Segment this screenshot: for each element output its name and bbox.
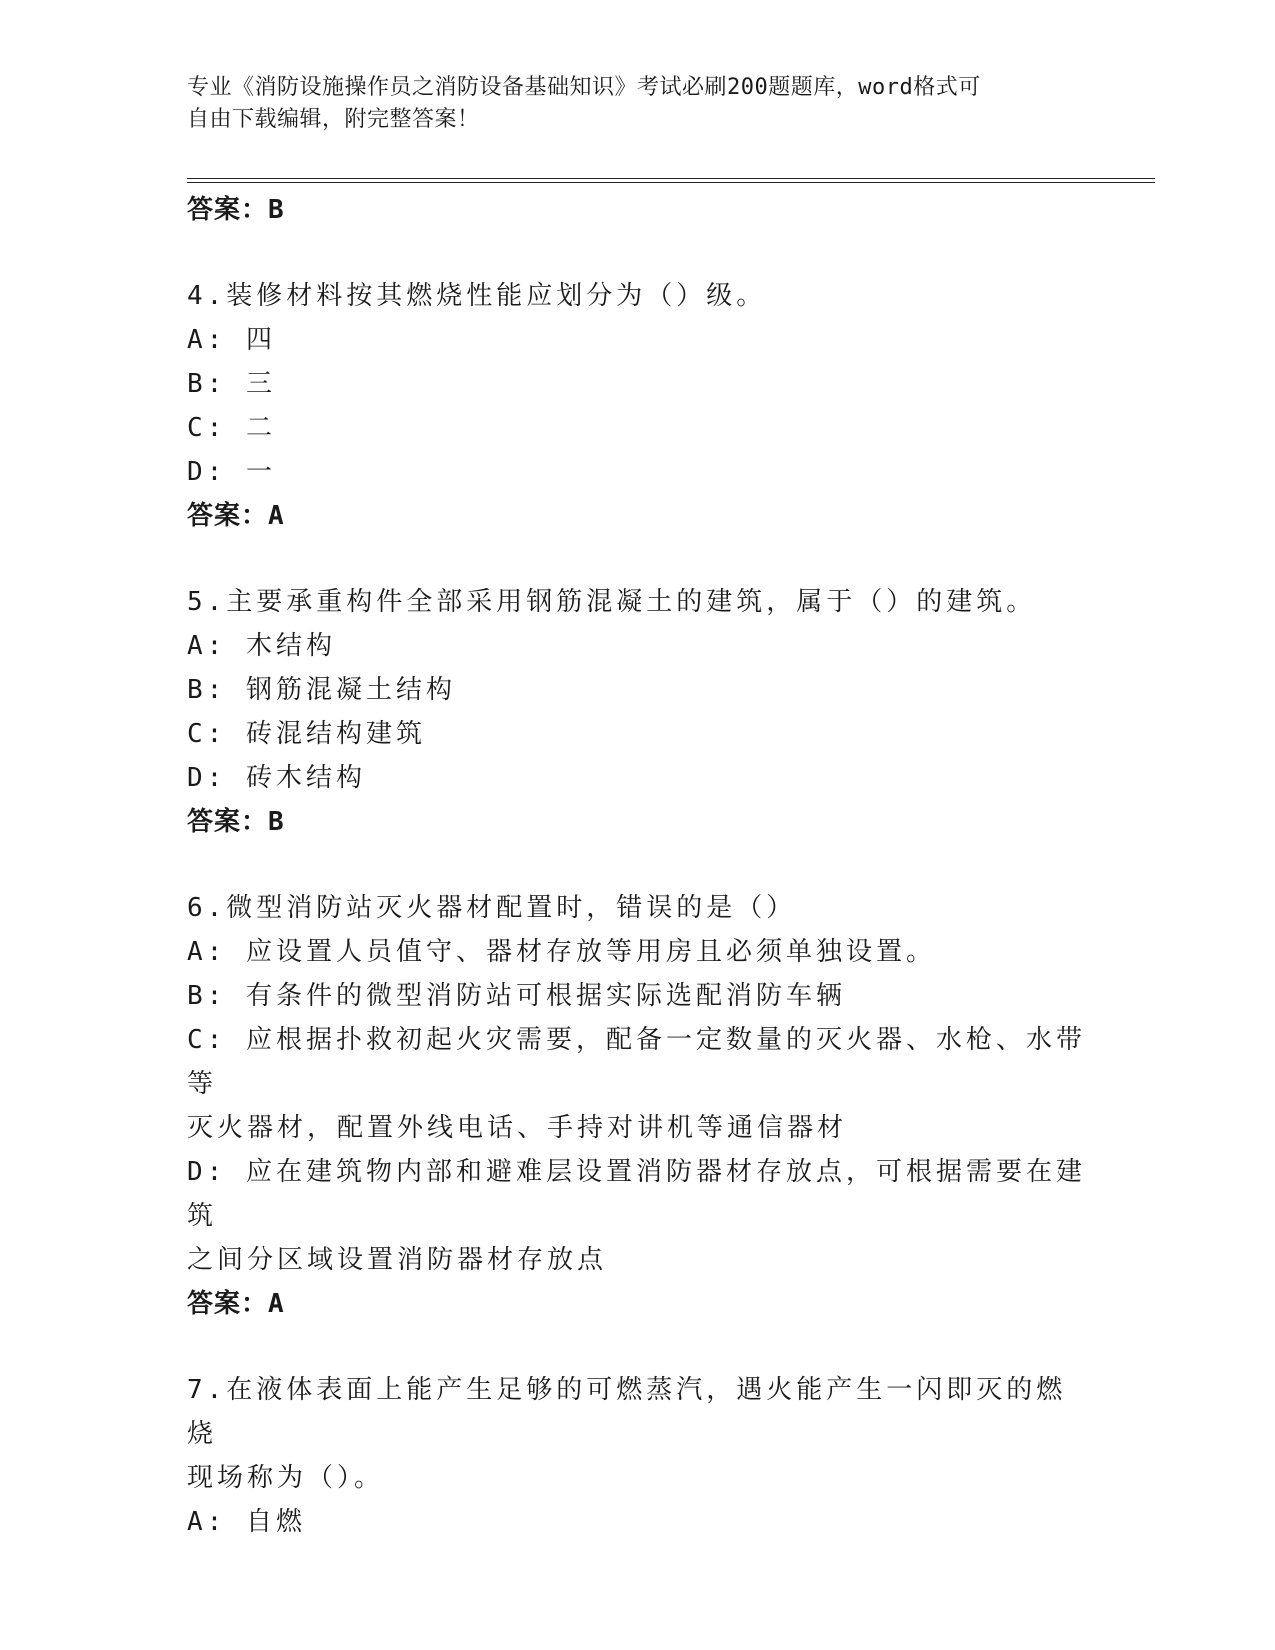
spacer <box>187 538 1087 580</box>
option-a: A: 自燃 <box>187 1507 306 1537</box>
question-list <box>187 188 1087 1544</box>
option-d-continued: 之间分区域设置消防器材存放点 <box>187 1245 608 1275</box>
option-d: D: 应在建筑物内部和避难层设置消防器材存放点，可根据需要在建筑 <box>187 1157 1086 1231</box>
spacer <box>187 844 1087 886</box>
question-6 <box>187 886 1087 1326</box>
option-a: A: 应设置人员值守、器材存放等用房且必须单独设置。 <box>187 937 936 967</box>
header-rule-second <box>187 182 1155 183</box>
header-line-1: 专业《消防设施操作员之消防设备基础知识》考试必刷200题题库，word格式可 <box>187 75 981 100</box>
question-stem: 7.在液体表面上能产生足够的可燃蒸汽，遇火能产生一闪即灭的燃烧 <box>187 1375 1067 1449</box>
option-d: D: 一 <box>187 457 276 487</box>
option-b: B: 三 <box>187 369 276 399</box>
option-b: B: 有条件的微型消防站可根据实际选配消防车辆 <box>187 981 846 1011</box>
spacer <box>187 232 1087 274</box>
question-stem: 6.微型消防站灭火器材配置时，错误的是（） <box>187 893 797 923</box>
option-c-continued: 灭火器材，配置外线电话、手持对讲机等通信器材 <box>187 1113 848 1143</box>
spacer <box>187 1326 1087 1368</box>
option-a: A: 四 <box>187 325 276 355</box>
option-d: D: 砖木结构 <box>187 763 366 793</box>
question-5 <box>187 580 1087 844</box>
question-7 <box>187 1368 1087 1544</box>
option-b: B: 钢筋混凝土结构 <box>187 675 456 705</box>
answer-q3: 答案：B <box>187 195 285 225</box>
question-stem: 5.主要承重构件全部采用钢筋混凝土的建筑，属于（）的建筑。 <box>187 587 1037 617</box>
header-line-2: 自由下载编辑，附完整答案！ <box>187 107 480 132</box>
question-stem: 4.装修材料按其燃烧性能应划分为（）级。 <box>187 281 767 311</box>
option-c: C: 砖混结构建筑 <box>187 719 426 749</box>
question-stem-continued: 现场称为（）。 <box>187 1463 385 1493</box>
answer-q6: 答案：A <box>187 1289 285 1319</box>
option-c: C: 应根据扑救初起火灾需要，配备一定数量的灭火器、水枪、水带等 <box>187 1025 1086 1099</box>
answer-q4: 答案：A <box>187 501 285 531</box>
document-header <box>187 72 1067 136</box>
option-c: C: 二 <box>187 413 276 443</box>
answer-q5: 答案：B <box>187 807 285 837</box>
question-4 <box>187 274 1087 538</box>
option-a: A: 木结构 <box>187 631 336 661</box>
header-rule <box>187 178 1155 179</box>
